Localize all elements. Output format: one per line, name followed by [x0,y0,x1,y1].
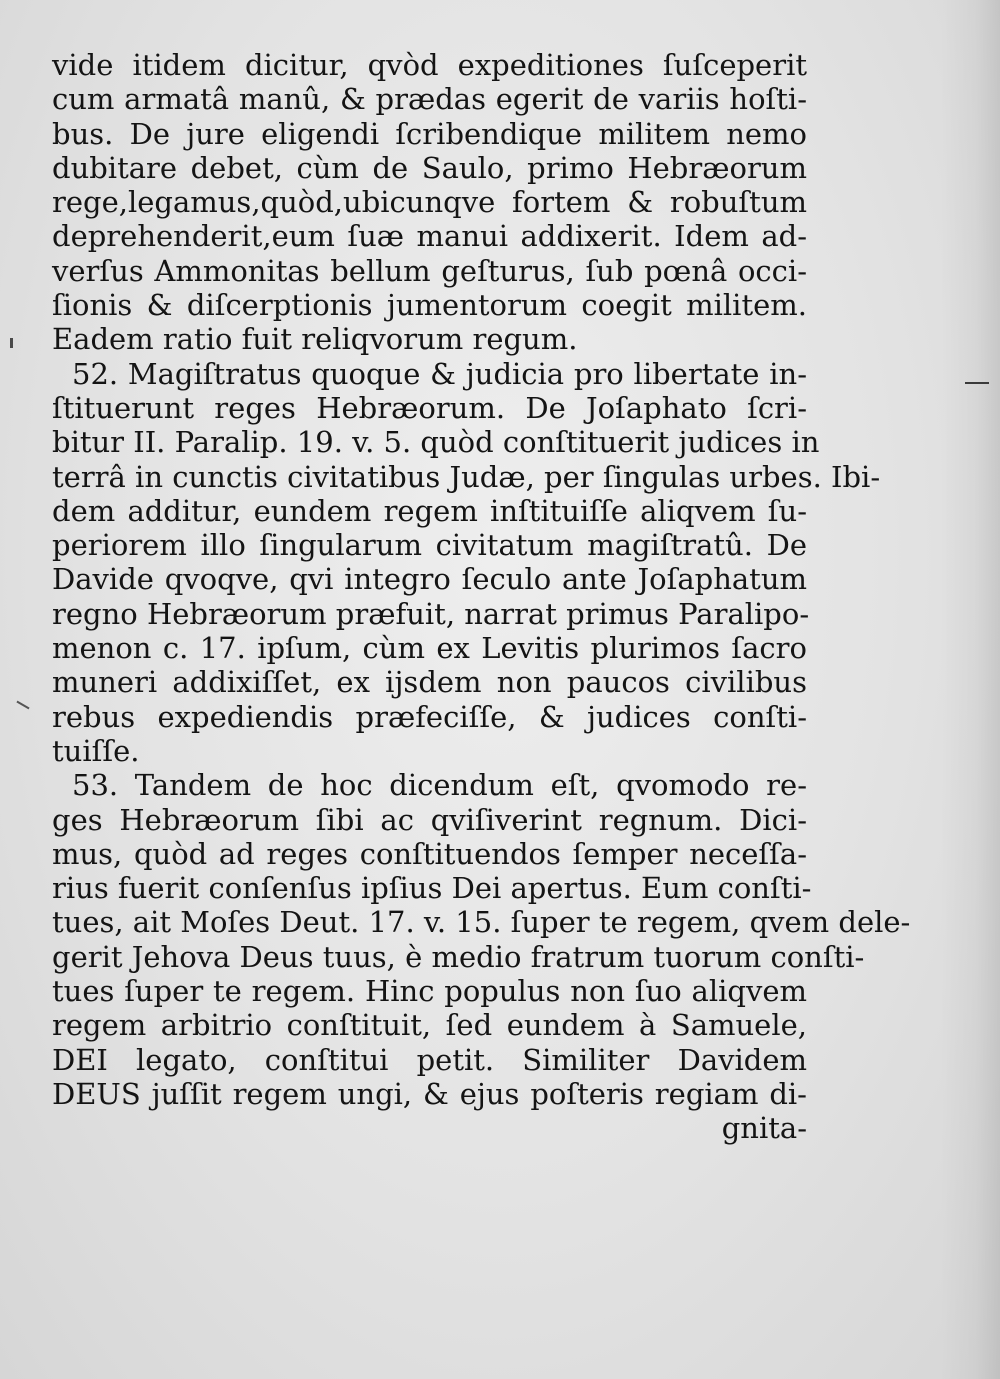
margin-dash-mark [965,382,989,384]
text-line: periorem illo ſingularum civitatum magiſtratû. De [52,528,807,563]
text-line: bitur II. Paralip. 19. v. 5. quòd conſtituerit judices in [52,425,820,460]
paragraph-52-start: 52. Magiſtratus quoque & judicia pro libertate in- [72,356,807,391]
text-line: vide itidem dicitur, qvòd expeditiones ſuſceperit [52,48,807,82]
text-line: tues ſuper te regem. Hinc populus non ſuo aliqvem [52,974,807,1009]
paragraph-53-start: 53. Tandem de hoc dicendum eſt, qvomodo re- [72,768,807,803]
text-line: ſionis & diſcerptionis jumentorum coegit militem. [52,288,807,323]
catchword: gnita- [721,1111,807,1146]
text-line: muneri addixiſſet, ex ijsdem non paucos civilibus [52,665,807,700]
margin-speck [10,338,13,348]
text-line: cum armatâ manû, & prædas egerit de variis hoſti- [52,82,807,117]
text-line: Davide qvoqve, qvi integro ſeculo ante Joſaphatum [52,562,807,597]
text-line: bus. De jure eligendi ſcribendique militem nemo [52,116,807,151]
text-line: mus, quòd ad reges conſtituendos ſemper neceſſa- [52,836,807,871]
text-line: rius fuerit conſenſus ipſius Dei apertus. Eum conſti- [52,871,812,906]
body-text [52,48,911,1146]
text-line: gerit Jehova Deus tuus, è medio fratrum tuorum conſti- [52,939,865,974]
text-line: rege,legamus,quòd,ubicunqve fortem & robuſtum [52,185,807,220]
text-line: DEUS juſſit regem ungi, & ejus poſteris regiam di- [52,1076,807,1111]
text-line: regem arbitrio conſtituit, ſed eundem à Samuele, [52,1008,807,1043]
text-line: tuiſſe. [52,733,140,768]
text-line: verſus Ammonitas bellum geſturus, ſub pœnâ occi- [52,253,807,288]
margin-speck-2 [16,701,29,710]
text-line: regno Hebræorum præfuit, narrat primus Paralipo- [52,596,810,631]
text-line: rebus expediendis præfeciſſe, & judices conſti- [52,699,807,734]
text-line: dem additur, eundem regem inſtituiſſe aliqvem ſu- [52,493,807,528]
page-edge-shadow [940,0,1000,1379]
text-line: menon c. 17. ipſum, cùm ex Levitis plurimos ſacro [52,631,807,666]
text-line: dubitare debet, cùm de Saulo, primo Hebræorum [52,150,807,185]
text-line: DEI legato, conſtitui petit. Similiter Davidem [52,1042,807,1077]
text-line: ges Hebræorum ſibi ac qviſiverint regnum. Dici- [52,802,807,837]
text-line: terrâ in cunctis civitatibus Judæ, per ſingulas urbes. Ibi- [52,459,881,494]
text-line: tues, ait Moſes Deut. 17. v. 15. ſuper te regem, qvem dele- [52,905,911,940]
text-line: Eadem ratio fuit reliqvorum regum. [52,322,578,357]
text-line: ſtituerunt reges Hebræorum. De Joſaphato ſcri- [52,390,807,425]
text-line: deprehenderit,eum ſuæ manui addixerit. Idem ad- [52,219,807,254]
